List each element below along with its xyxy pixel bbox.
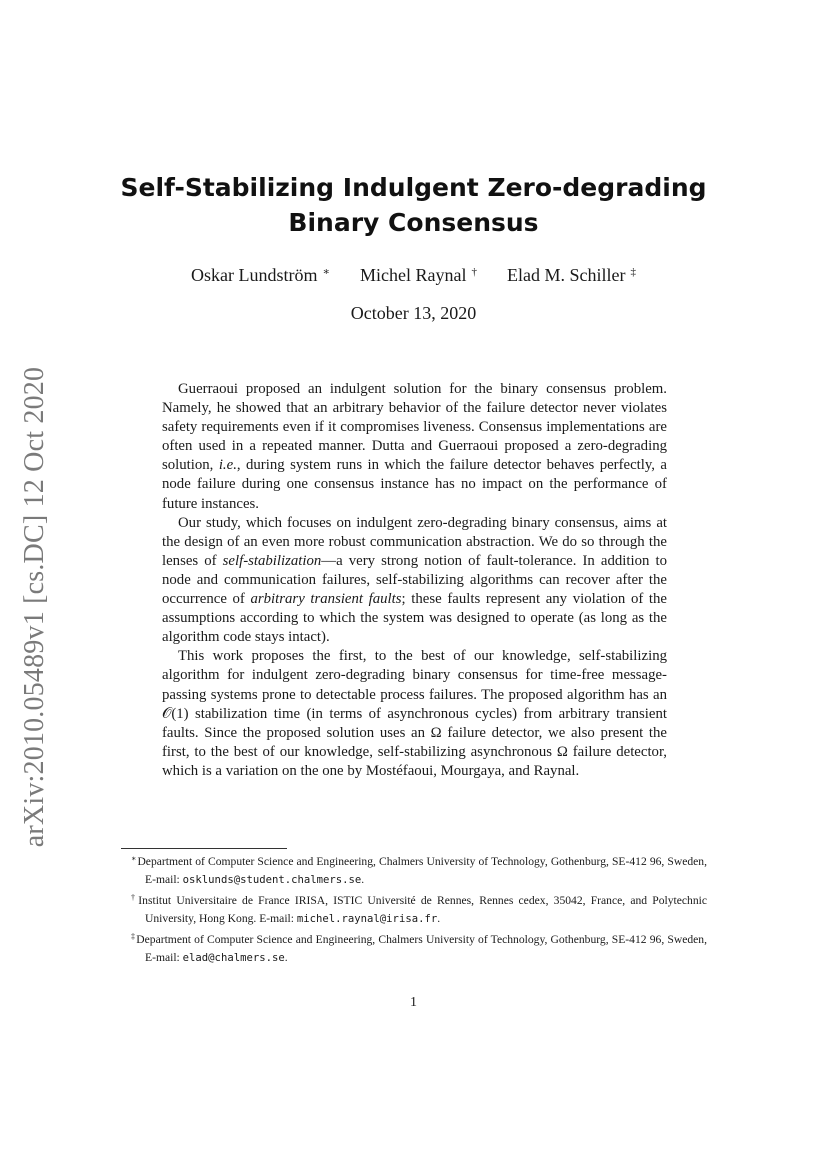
footnote-text: Department of Computer Science and Engineering, Chalmers University of Technology, Gothenburg, SE-412 96, Sweden, E-mail:	[137, 855, 707, 886]
title-line-2: Binary Consensus	[288, 208, 539, 237]
footnote-mark: ‡	[131, 932, 136, 942]
author-name: Michel Raynal	[360, 265, 467, 285]
abstract-text: —a very strong notion of fault-tolerance. In addition to node and communication failures, self-stabilizing algorithms can recover after the occurrence of	[162, 552, 667, 608]
footnote	[131, 928, 707, 967]
author-footnote-mark: ∗	[322, 266, 330, 278]
footnote	[131, 889, 707, 928]
footnote-mark: ∗	[131, 854, 137, 863]
abstract-paragraph	[162, 380, 667, 514]
title-line-1: Self-Stabilizing Indulgent Zero-degrading	[120, 173, 707, 202]
abstract-emphasis: self-stabilization	[222, 552, 322, 569]
abstract-paragraph: This work proposes the first, to the best of our knowledge, self-stabilizing algorithm for indulgent zero-degrading binary consensus for time-free message-passing systems prone to detectable process failures. The proposed algorithm has an 𝒪(1) stabilization time (in terms of asynchronous cycles) from arbitrary transient faults. Since the proposed solution uses an Ω failure detector, we also present the first, to the best of our knowledge, self-stabilizing asynchronous Ω failure detector, which is a variation on the one by Mostéfaoui, Mourgaya, and Raynal.	[162, 648, 667, 779]
author-name: Oskar Lundström	[191, 265, 318, 285]
arxiv-side-stamp	[12, 362, 58, 852]
footnote-mark: †	[131, 893, 138, 903]
author	[360, 259, 477, 288]
footnote-email: michel.raynal@irisa.fr	[296, 912, 438, 925]
author-footnote-mark: ‡	[630, 266, 636, 278]
author	[507, 259, 636, 288]
abstract	[162, 380, 667, 781]
abstract-text: Guerraoui proposed an indulgent solution for the binary consensus problem. Namely, he showed that an arbitrary behavior of the failure detector never violates safety requirements even if it compromises liveness. Consensus implementations are often used in a repeated manner. Dutta and Guerraoui proposed a zero-degrading solution,	[162, 381, 667, 474]
footnote-end: .	[361, 872, 365, 886]
page-number: 1	[410, 995, 417, 1010]
abstract-text: Our study, which focuses on indulgent zero-degrading binary consensus, aims at the design of an even more robust communication abstraction. We do so through the lenses of	[162, 514, 667, 569]
arxiv-identifier: arXiv:2010.05489v1 [cs.DC] 12 Oct 2020	[19, 366, 50, 848]
author-footnote-mark: †	[471, 266, 477, 278]
author-name: Elad M. Schiller	[506, 265, 626, 285]
footnote	[131, 850, 707, 889]
paper-title	[110, 170, 717, 240]
abstract-text: ; these faults represent any violation of the assumptions according to which the system was designed to operate (as long as the algorithm code stays intact).	[162, 591, 667, 646]
author	[191, 259, 330, 288]
abstract-text: , during system runs in which the failure detector behaves perfectly, a node failure during one consensus instance has no impact on the performance of future instances.	[162, 457, 667, 512]
abstract-emphasis: arbitrary transient faults	[250, 591, 402, 608]
footnote-email: elad@chalmers.se	[182, 951, 285, 964]
publication-date: October 13, 2020	[350, 303, 477, 323]
abstract-emphasis: i.e.	[218, 457, 237, 474]
footnote-rule	[121, 848, 287, 849]
footnote-end: .	[284, 950, 288, 964]
footnotes	[121, 850, 707, 968]
footnote-email: osklunds@student.chalmers.se	[182, 873, 362, 886]
abstract-paragraph	[162, 514, 667, 648]
author-list	[110, 259, 717, 288]
footnote-end: .	[437, 911, 441, 925]
footnote-text: Department of Computer Science and Engineering, Chalmers University of Technology, Gothenburg, SE-412 96, Sweden, E-mail:	[136, 933, 707, 964]
footnote-text: Institut Universitaire de France IRISA, ISTIC Université de Rennes, Rennes cedex, 35042, France, and Polytechnic University, Hong Kong. E-mail:	[138, 894, 707, 925]
